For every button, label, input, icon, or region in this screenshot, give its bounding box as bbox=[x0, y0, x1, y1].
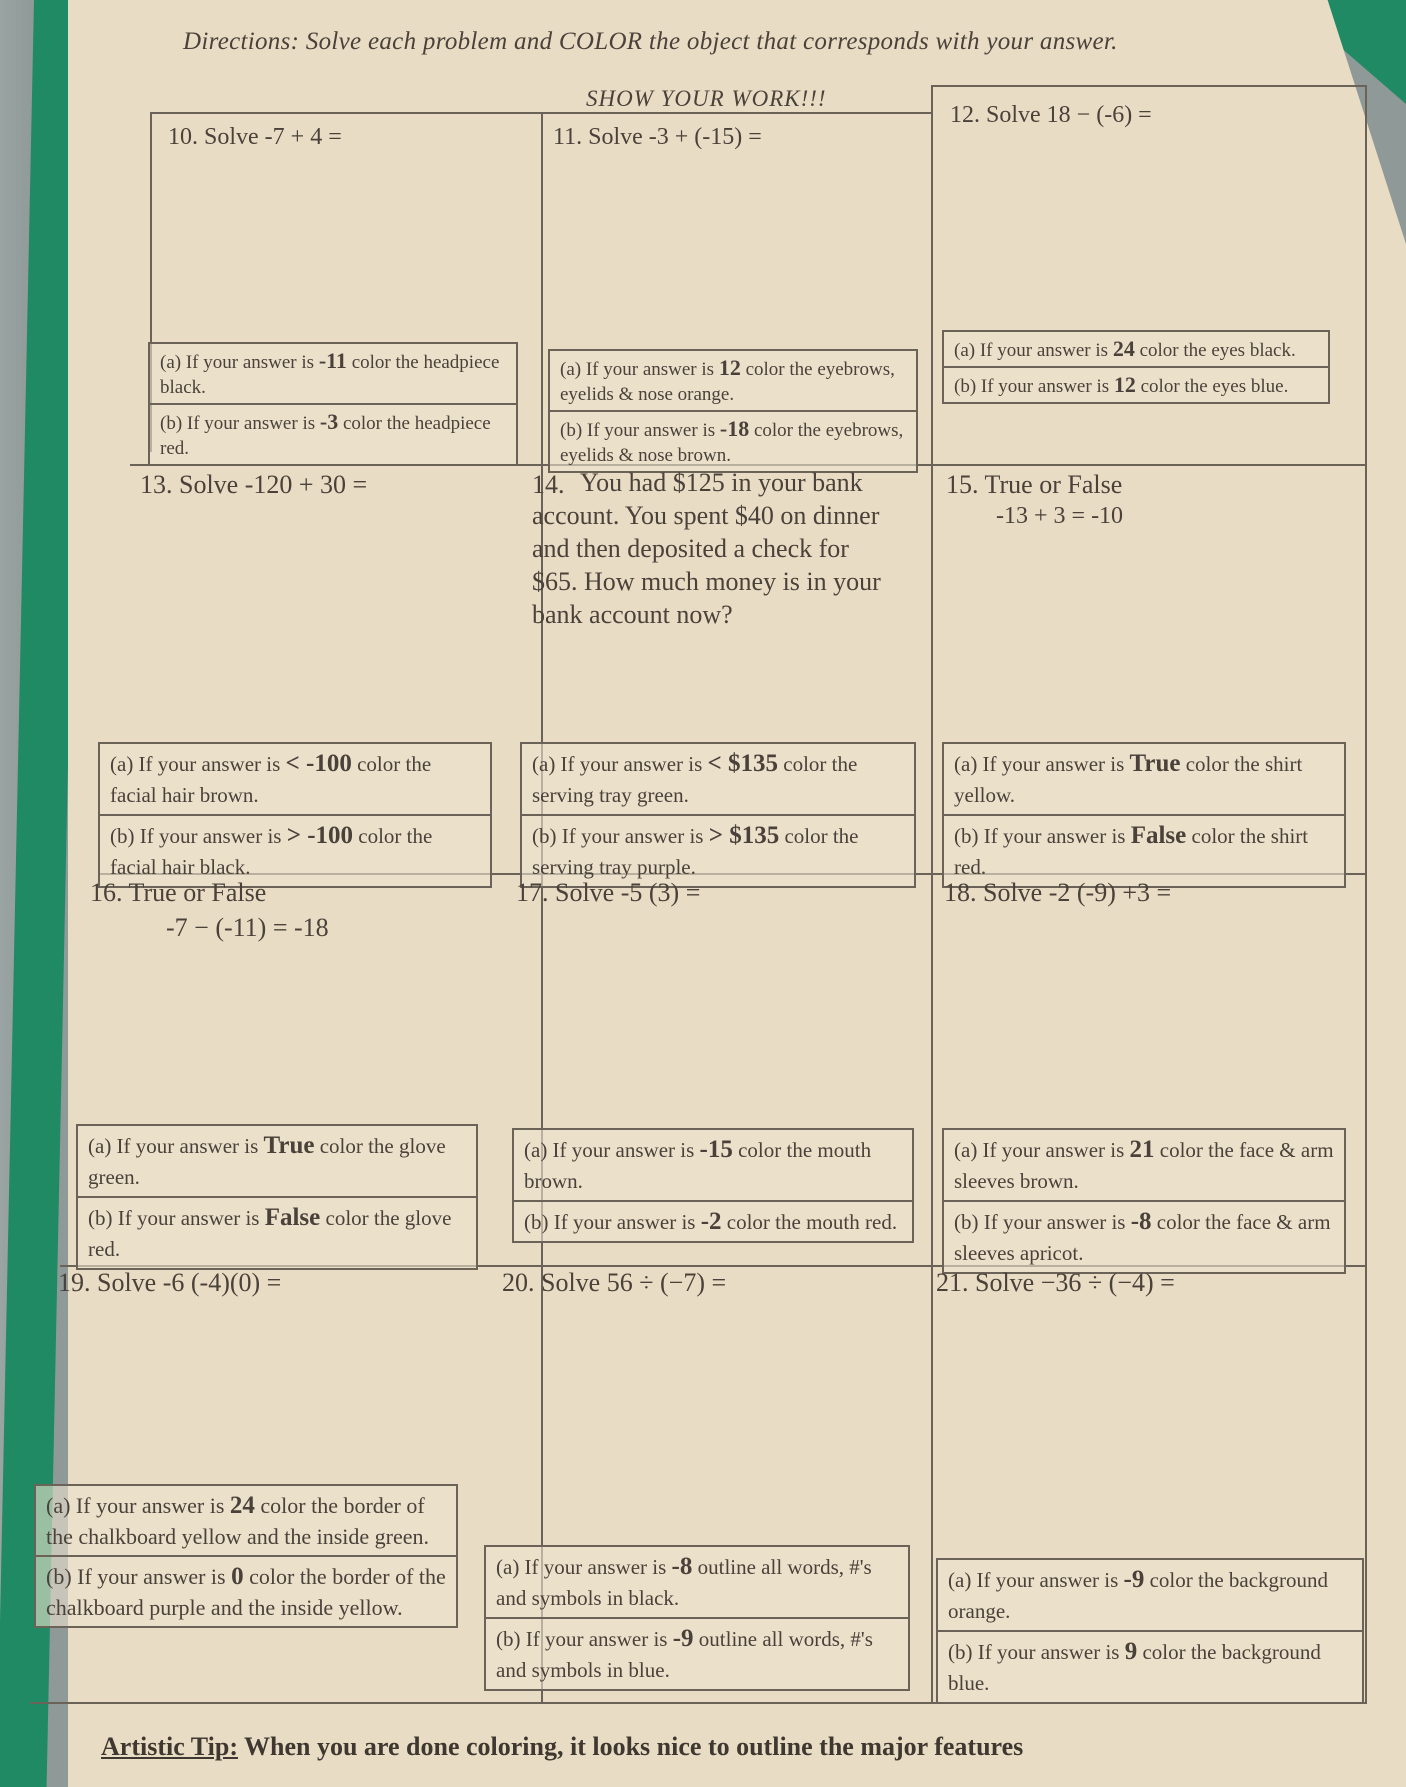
option-a: (a) If your answer is 24 color the border of the chalkboard yellow and the inside green. bbox=[46, 1492, 430, 1549]
problem-18-answer-options bbox=[942, 1128, 1346, 1274]
problem-14-prompt: You had $125 in your bank account. You spent $40 on dinner and then deposited a check for $65. How much money is in your bank account now? bbox=[532, 468, 881, 629]
option-b: (b) If your answer is -8 color the face & arm sleeves apricot. bbox=[944, 1200, 1344, 1272]
option-b: (b) If your answer is False color the shirt red. bbox=[944, 814, 1344, 886]
problem-21-prompt bbox=[936, 1268, 1175, 1298]
problem-number: 18. bbox=[944, 878, 977, 907]
problem-number: 16. bbox=[90, 878, 123, 907]
option-a: (a) If your answer is -9 color the background orange. bbox=[948, 1566, 1329, 1623]
option-b: (b) If your answer is False color the glove red. bbox=[78, 1196, 476, 1268]
problem-number: 13. bbox=[140, 470, 173, 499]
problem-number: 19. bbox=[58, 1268, 91, 1297]
problem-text: True or False bbox=[128, 878, 267, 907]
option-a: (a) If your answer is < -100 color the facial hair brown. bbox=[110, 750, 432, 807]
option-b: (b) If your answer is -18 color the eyebrows, eyelids & nose brown. bbox=[550, 410, 916, 471]
problem-15-answer-options bbox=[942, 742, 1346, 888]
problem-16-expression: -7 − (-11) = -18 bbox=[166, 913, 329, 942]
problem-number: 20. bbox=[502, 1268, 535, 1297]
problem-18-prompt bbox=[944, 878, 1171, 908]
problem-19-prompt bbox=[58, 1268, 281, 1298]
problem-17-prompt bbox=[516, 878, 700, 908]
option-b: (b) If your answer is 9 color the background blue. bbox=[938, 1630, 1362, 1702]
option-a: (a) If your answer is -15 color the mouth brown. bbox=[524, 1136, 872, 1193]
problem-10-answer-options bbox=[148, 342, 518, 466]
problem-number: 21. bbox=[936, 1268, 969, 1297]
problem-13-prompt bbox=[140, 470, 367, 500]
problem-text: Solve -3 + (-15) = bbox=[588, 124, 762, 150]
problem-15-expression: -13 + 3 = -10 bbox=[996, 503, 1124, 529]
problem-text: True or False bbox=[984, 470, 1123, 499]
problem-text: Solve -6 (-4)(0) = bbox=[97, 1268, 282, 1297]
option-b: (b) If your answer is > $135 color the serving tray purple. bbox=[522, 814, 914, 886]
option-a: (a) If your answer is < $135 color the serving tray green. bbox=[532, 750, 858, 807]
option-b: (b) If your answer is -2 color the mouth red. bbox=[514, 1200, 912, 1241]
problem-text: Solve -120 + 30 = bbox=[179, 470, 368, 499]
problem-text: Solve -7 + 4 = bbox=[204, 124, 342, 150]
problem-number: 17. bbox=[516, 878, 549, 907]
problem-text: Solve -2 (-9) +3 = bbox=[983, 878, 1172, 907]
option-b: (b) If your answer is 0 color the border of the chalkboard purple and the inside yellow. bbox=[36, 1555, 456, 1626]
option-b: (b) If your answer is 12 color the eyes blue. bbox=[944, 366, 1328, 402]
show-work-text: SHOW YOUR WORK!!! bbox=[586, 86, 827, 111]
problem-14-answer-options bbox=[520, 742, 916, 888]
problem-12-prompt bbox=[950, 102, 1152, 129]
problem-20-answer-options bbox=[484, 1545, 910, 1691]
problem-15-prompt bbox=[946, 470, 1122, 500]
problem-text: Solve 18 − (-6) = bbox=[986, 102, 1152, 128]
problem-11-answer-options bbox=[548, 349, 918, 473]
directions-text: Directions: Solve each problem and COLOR the object that corresponds with your answer. bbox=[183, 28, 1118, 55]
artistic-tip bbox=[101, 1732, 1023, 1762]
option-a: (a) If your answer is 21 color the face & arm sleeves brown. bbox=[954, 1136, 1334, 1193]
option-a: (a) If your answer is -8 outline all words, #'s and symbols in black. bbox=[496, 1553, 872, 1610]
grid-col-divider-2 bbox=[931, 85, 933, 1702]
problem-number: 10. bbox=[168, 124, 198, 150]
option-a: (a) If your answer is True color the shirt yellow. bbox=[954, 750, 1303, 807]
problem-13-answer-options bbox=[98, 742, 492, 888]
grid-top-border-right bbox=[931, 85, 1365, 87]
problem-text: Solve 56 ÷ (−7) = bbox=[541, 1268, 727, 1297]
problem-11-prompt bbox=[553, 124, 762, 151]
option-a: (a) If your answer is 12 color the eyebrows, eyelids & nose orange. bbox=[560, 355, 895, 405]
problem-19-answer-options bbox=[34, 1484, 458, 1628]
option-b: (b) If your answer is > -100 color the facial hair black. bbox=[100, 814, 490, 886]
option-a: (a) If your answer is 24 color the eyes black. bbox=[954, 336, 1296, 361]
problem-number: 15. bbox=[946, 470, 979, 499]
problem-text: Solve -5 (3) = bbox=[555, 878, 701, 907]
artistic-tip-text: When you are done coloring, it looks nice to outline the major features bbox=[237, 1732, 1024, 1761]
problem-number: 11. bbox=[553, 124, 583, 150]
problem-10-prompt bbox=[168, 124, 342, 151]
option-b: (b) If your answer is -9 outline all words, #'s and symbols in blue. bbox=[486, 1617, 908, 1689]
problem-16-prompt bbox=[90, 878, 266, 908]
problem-21-answer-options bbox=[936, 1558, 1364, 1704]
option-a: (a) If your answer is -11 color the headpiece black. bbox=[160, 348, 500, 398]
problem-20-prompt bbox=[502, 1268, 726, 1298]
option-b: (b) If your answer is -3 color the headpiece red. bbox=[150, 403, 516, 464]
problem-number: 12. bbox=[950, 102, 980, 128]
problem-17-answer-options bbox=[512, 1128, 914, 1243]
grid-right-border bbox=[1365, 85, 1367, 1702]
problem-14-number: 14. bbox=[532, 470, 565, 499]
problem-16-answer-options bbox=[76, 1124, 478, 1270]
problem-12-answer-options bbox=[942, 330, 1330, 404]
artistic-tip-label: Artistic Tip: bbox=[101, 1732, 238, 1761]
option-a: (a) If your answer is True color the glove green. bbox=[88, 1132, 446, 1189]
problem-text: Solve −36 ÷ (−4) = bbox=[975, 1268, 1175, 1297]
